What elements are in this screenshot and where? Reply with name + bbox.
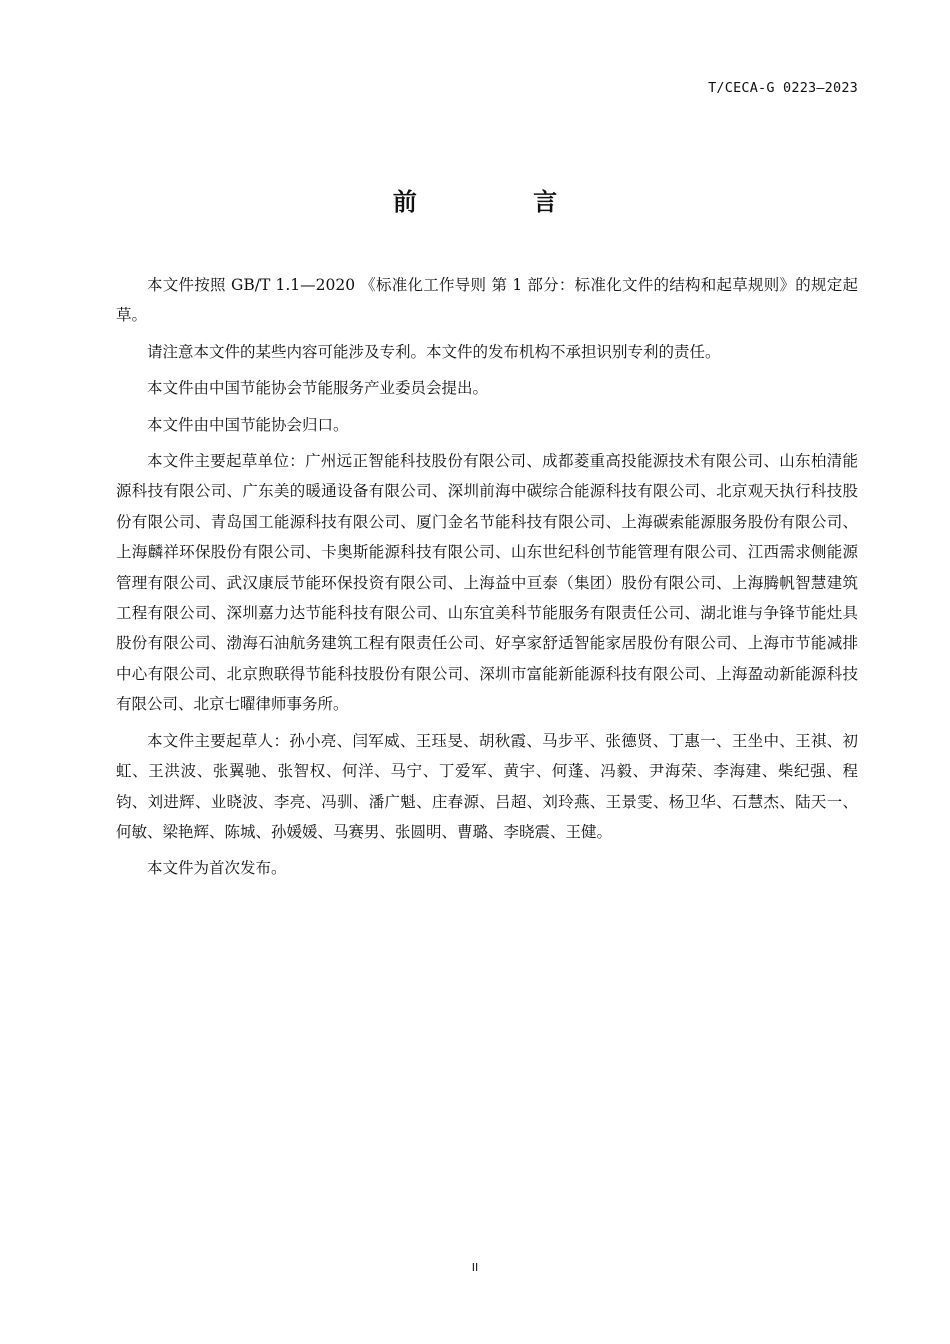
paragraph-patent-notice: 请注意本文件的某些内容可能涉及专利。本文件的发布机构不承担识别专利的责任。 bbox=[147, 342, 721, 361]
page-number: II bbox=[471, 1261, 479, 1274]
paragraph-proposed-by: 本文件由中国节能协会节能服务产业委员会提出。 bbox=[147, 379, 489, 398]
page-title: 前 言 bbox=[392, 188, 612, 216]
paragraph-first-release: 本文件为首次发布。 bbox=[147, 859, 287, 878]
paragraph-drafters: 本文件主要起草人：孙小亮、闫军威、王珏旻、胡秋霞、马步平、张德贤、丁惠一、王坐中、王祺、初虹、王洪波、张翼驰、张智权、何洋、马宁、丁爱军、黄宇、何蓬、冯毅、尹海荣、李海建、柴纪强、程钧、刘进辉、业晓波、李亮、冯驯、潘广魁、庄春源、吕超、刘玲燕、王景雯、杨卫华、石慧杰、陆天一、何敏、梁艳辉、陈城、孙媛媛、马赛男、张圆明、曹璐、李晓震、王健。 bbox=[116, 731, 858, 841]
document-body bbox=[116, 270, 858, 890]
paragraph-drafting-organizations: 本文件主要起草单位：广州远正智能科技股份有限公司、成都菱重高投能源技术有限公司、山东柏清能源科技有限公司、广东美的暖通设备有限公司、深圳前海中碳综合能源科技有限公司、北京观天执行科技股份有限公司、青岛国工能源科技有限公司、厦门金名节能科技有限公司、上海碳索能源服务股份有限公司、上海麟祥环保股份有限公司、卡奥斯能源科技有限公司、山东世纪科创节能管理有限公司、江西需求侧能源管理有限公司、武汉康辰节能环保投资有限公司、上海益中亘泰（集团）股份有限公司、上海腾帆智慧建筑工程有限公司、深圳嘉力达节能科技有限公司、山东宜美科节能服务有限责任公司、湖北谁与争锋节能灶具股份有限公司、渤海石油航务建筑工程有限责任公司、好享家舒适智能家居股份有限公司、上海市节能减排中心有限公司、北京煦联得节能科技股份有限公司、深圳市富能新能源科技有限公司、上海盈动新能源科技有限公司、北京七曜律师事务所。 bbox=[116, 452, 858, 714]
document-code: T/CECA-G 0223—2023 bbox=[708, 80, 858, 96]
paragraph-drafting-rules: 本文件按照 GB/T 1.1—2020 《标准化工作导则 第 1 部分：标准化文件的结构和起草规则》的规定起草。 bbox=[116, 276, 858, 325]
paragraph-centralized-by: 本文件由中国节能协会归口。 bbox=[147, 415, 349, 434]
